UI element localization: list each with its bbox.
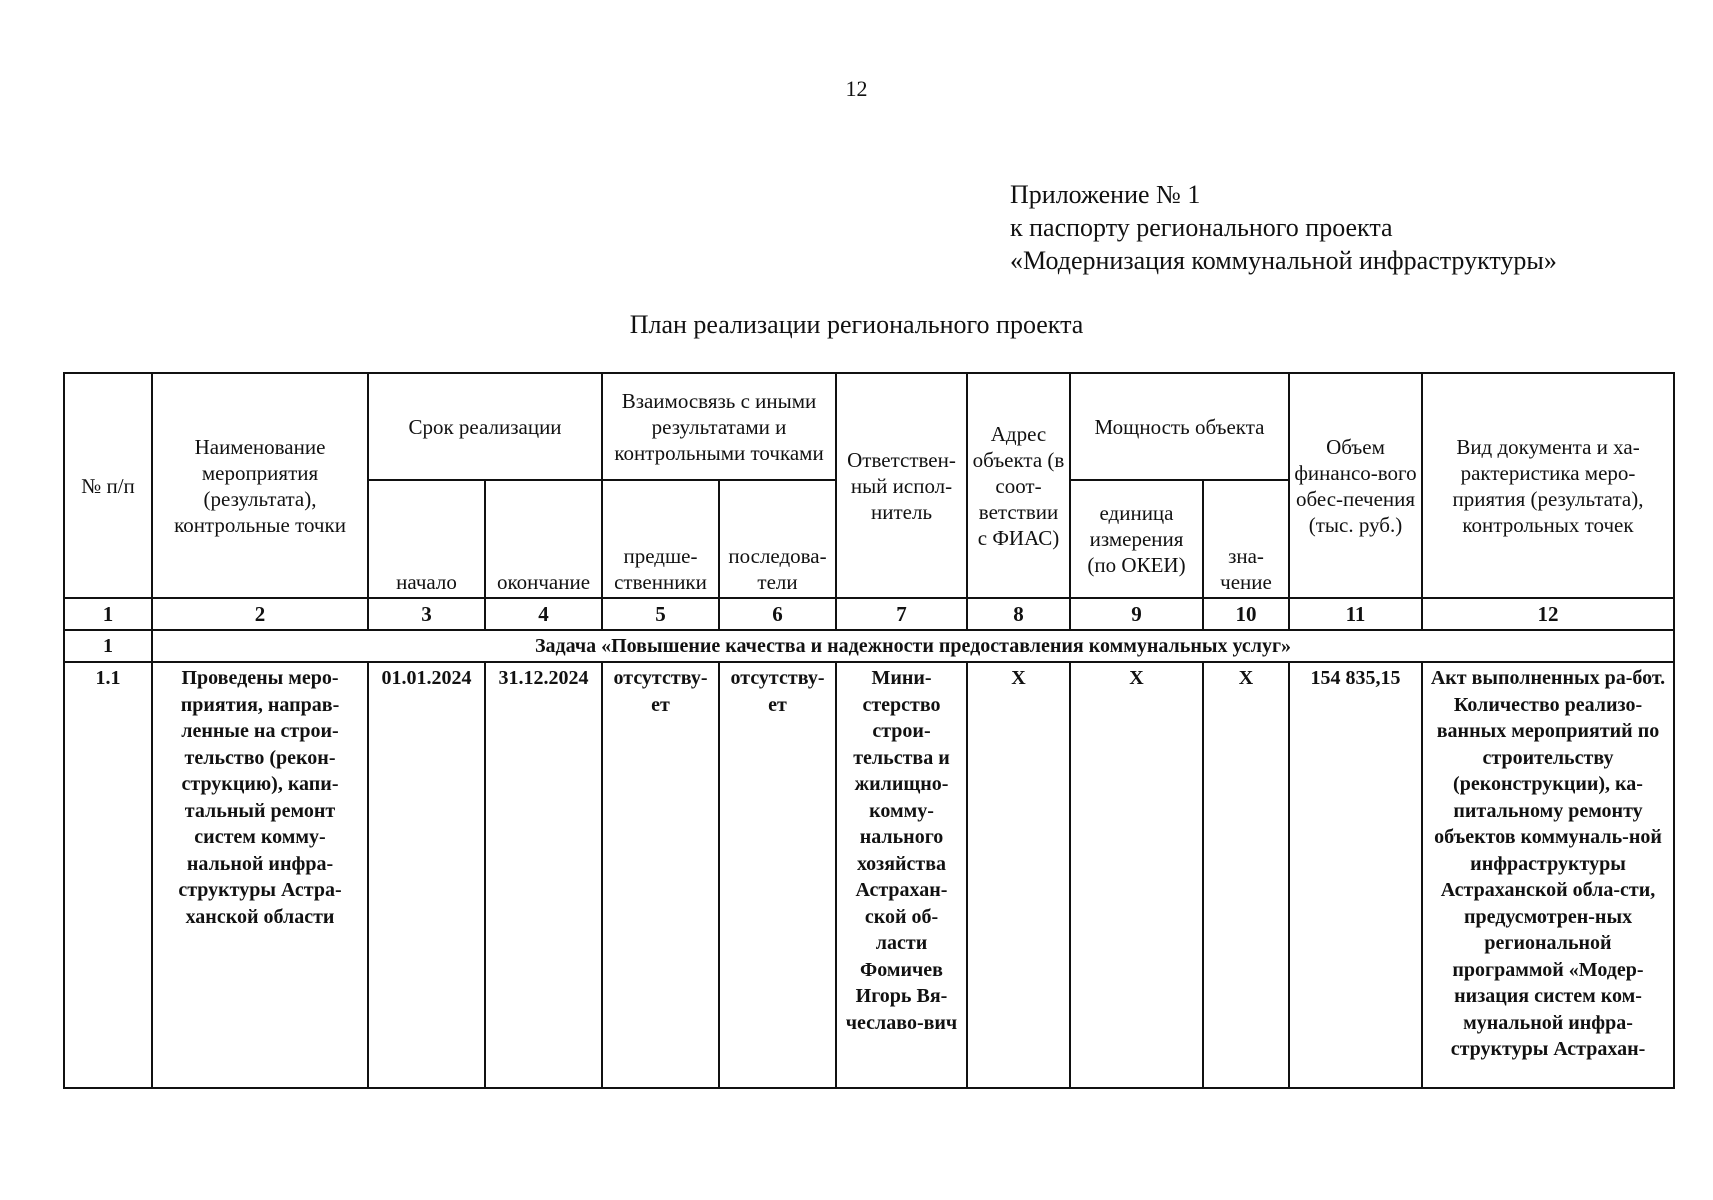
column-number: 5	[602, 598, 719, 630]
header-num: № п/п	[64, 373, 152, 598]
header-doc-type: Вид документа и ха-рактеристика меро-приятия (результата), контрольных точек	[1422, 373, 1674, 598]
row-end-date: 31.12.2024	[485, 662, 602, 1088]
column-number: 4	[485, 598, 602, 630]
header-relation-next: последова-тели	[719, 480, 836, 598]
column-number: 9	[1070, 598, 1203, 630]
column-numbers-row	[64, 598, 1674, 630]
task-row	[64, 630, 1674, 662]
row-number: 1.1	[64, 662, 152, 1088]
column-number: 3	[368, 598, 485, 630]
header-row-1	[64, 373, 1674, 480]
header-term-start: начало	[368, 480, 485, 598]
row-capacity-unit: Х	[1070, 662, 1203, 1088]
column-number: 10	[1203, 598, 1289, 630]
column-number: 2	[152, 598, 368, 630]
plan-title: План реализации регионального проекта	[629, 310, 1084, 339]
appendix-line-2: к паспорту регионального проекта	[1010, 213, 1393, 242]
task-title: Задача «Повышение качества и надежности предоставления коммунальных услуг»	[152, 630, 1674, 662]
column-number: 12	[1422, 598, 1674, 630]
column-number: 7	[836, 598, 967, 630]
header-capacity: Мощность объекта	[1070, 373, 1289, 480]
row-document: Акт выполненных ра-бот. Количество реализо-ванных мероприятий по строительству (реконструкции), ка-питальному ремонту объектов коммуналь-ной инфраструктуры Астраханской обла-сти, предусмотрен-ных региональной программой «Модер-низация систем ком-мунальной инфра-структуры Астрахан-	[1422, 662, 1674, 1088]
header-capacity-unit: единица измерения (по ОКЕИ)	[1070, 480, 1203, 598]
header-address: Адрес объекта (в соот-ветствии с ФИАС)	[967, 373, 1070, 598]
row-funding: 154 835,15	[1289, 662, 1422, 1088]
header-relation-prev: предше-ственники	[602, 480, 719, 598]
row-predecessors: отсутству-ет	[602, 662, 719, 1088]
header-relation: Взаимосвязь с иными результатами и контрольными точками	[602, 373, 836, 480]
row-capacity-value: Х	[1203, 662, 1289, 1088]
header-funding: Объем финансо-вого обес-печения (тыс. руб.)	[1289, 373, 1422, 598]
appendix-line-3: «Модернизация коммунальной инфраструктуры»	[1010, 246, 1557, 275]
header-responsible: Ответствен-ный испол-нитель	[836, 373, 967, 598]
column-number: 11	[1289, 598, 1422, 630]
column-number: 6	[719, 598, 836, 630]
header-name: Наименование мероприятия (результата), контрольные точки	[152, 373, 368, 598]
column-number: 1	[64, 598, 152, 630]
table-row	[64, 662, 1674, 1088]
row-successors: отсутству-ет	[719, 662, 836, 1088]
page-number: 12	[845, 76, 868, 101]
column-number: 8	[967, 598, 1070, 630]
row-start-date: 01.01.2024	[368, 662, 485, 1088]
header-term: Срок реализации	[368, 373, 602, 480]
plan-table	[63, 372, 1675, 1089]
row-name: Проведены меро-приятия, направ-ленные на строи-тельство (рекон-струкцию), капи-тальный ремонт систем комму-нальной инфра-структуры Астра-ханской области	[152, 662, 368, 1088]
appendix-note	[1010, 178, 1557, 277]
row-address: Х	[967, 662, 1070, 1088]
header-term-end: окончание	[485, 480, 602, 598]
task-number: 1	[64, 630, 152, 662]
appendix-line-1: Приложение № 1	[1010, 180, 1201, 209]
row-responsible: Мини-стерство строи-тельства и жилищно-комму-нального хозяйства Астрахан-ской об-ласти Фомичев Игорь Вя-чеславо-вич	[836, 662, 967, 1088]
header-capacity-value: зна-чение	[1203, 480, 1289, 598]
